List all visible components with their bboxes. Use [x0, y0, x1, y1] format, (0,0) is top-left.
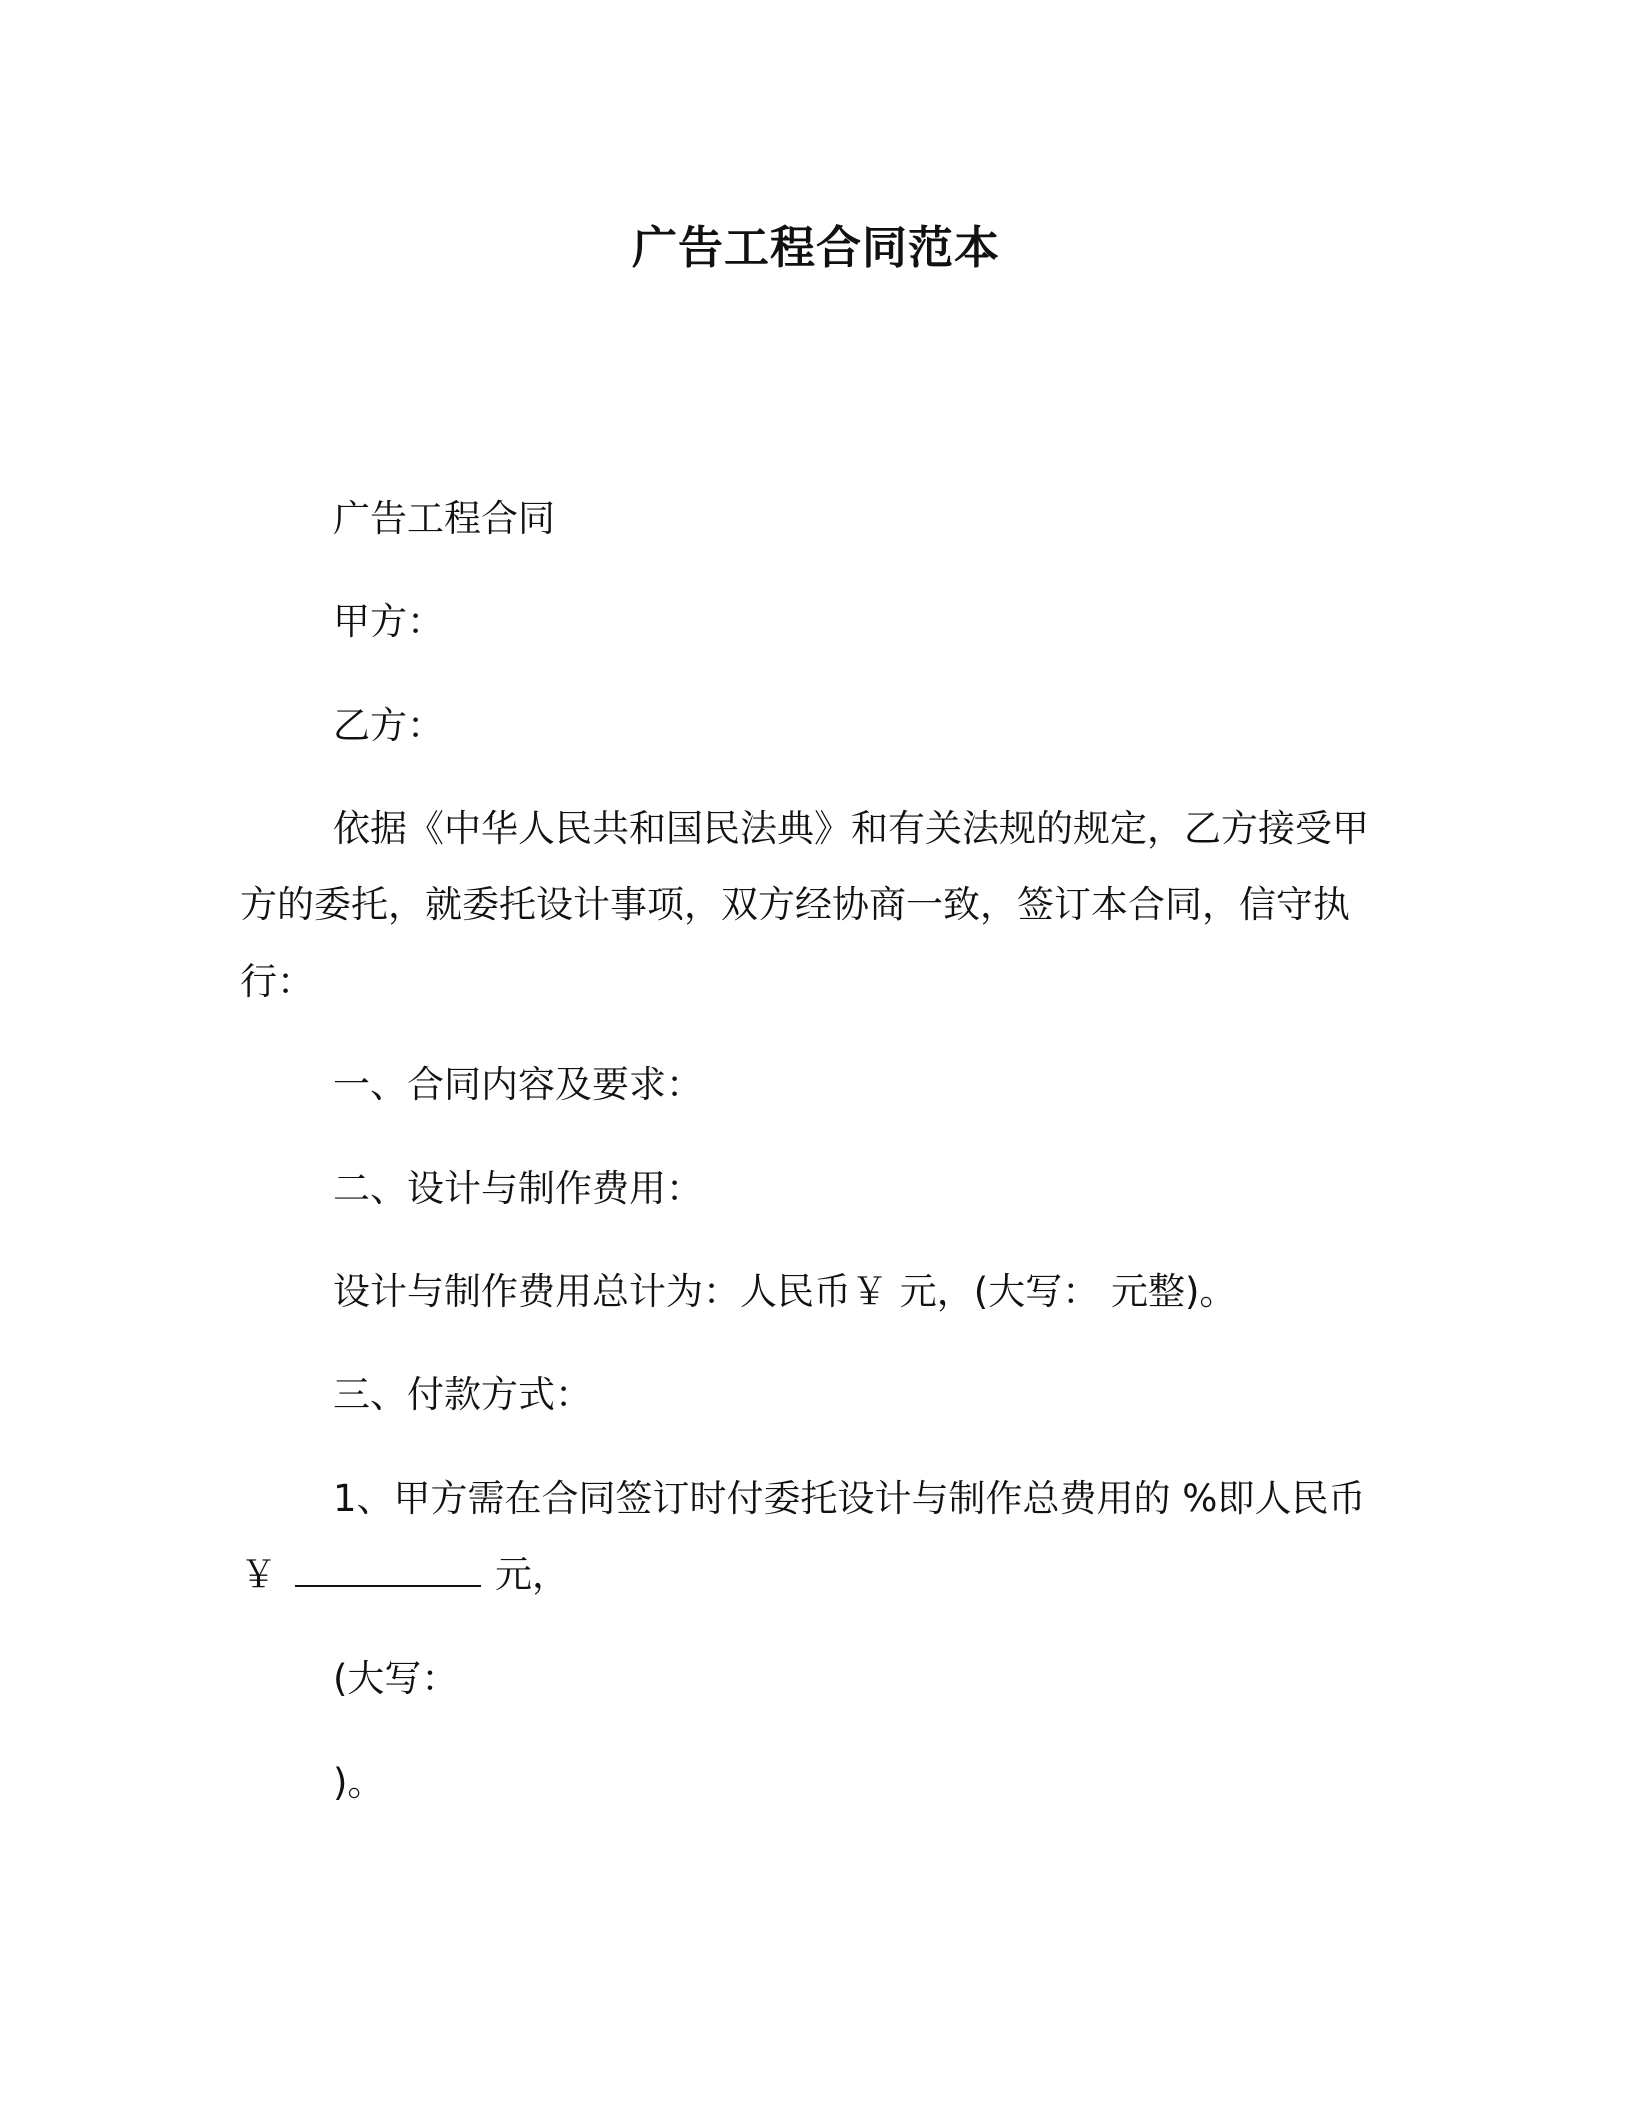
preamble-line-1: 依据《中华人民共和国民法典》和有关法规的规定，乙方接受甲 [333, 807, 1369, 850]
party-a-label: 甲方： [333, 600, 444, 643]
currency-unit: 元， [495, 1553, 569, 1596]
payment-1-line-2 [240, 1550, 569, 1600]
section-1-heading: 一、合同内容及要求： [333, 1063, 703, 1106]
section-3-heading: 三、付款方式： [333, 1373, 592, 1416]
capital-amount-open: (大写： [333, 1657, 459, 1700]
preamble-line-2: 方的委托，就委托设计事项，双方经协商一致，签订本合同，信守执 [240, 883, 1350, 926]
capital-amount-close: )。 [333, 1761, 385, 1804]
amount-blank [295, 1555, 481, 1587]
party-b-label: 乙方： [333, 704, 444, 747]
document-title: 广告工程合同范本 [631, 221, 1000, 274]
contract-heading: 广告工程合同 [333, 497, 555, 540]
fee-total-line: 设计与制作费用总计为：人民币￥ 元，(大写： 元整)。 [333, 1270, 1237, 1313]
section-2-heading: 二、设计与制作费用： [333, 1167, 703, 1210]
preamble-line-3: 行： [240, 960, 314, 1003]
currency-symbol: ￥ [240, 1553, 277, 1596]
payment-1-line-1: 1、甲方需在合同签订时付委托设计与制作总费用的 %即人民币 [333, 1477, 1366, 1520]
